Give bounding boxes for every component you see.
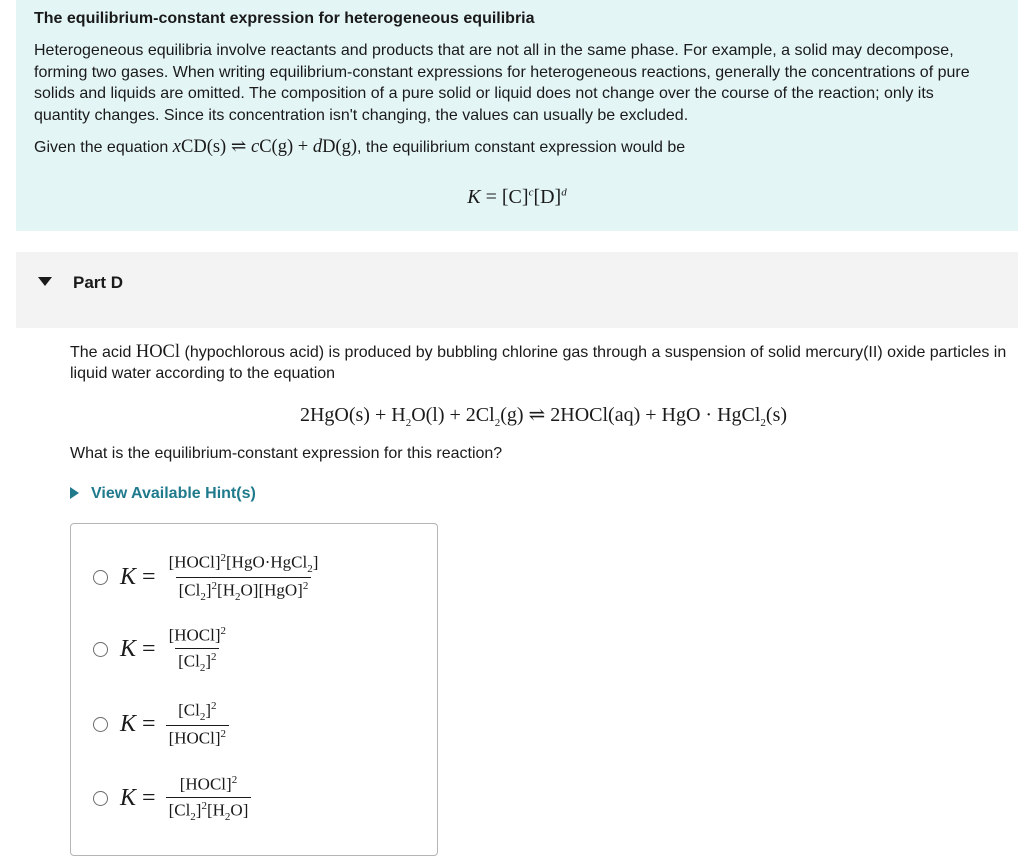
answer-choices xyxy=(70,523,438,856)
radio-button[interactable] xyxy=(93,642,108,657)
answer-option-3[interactable]: K = $\frac{[Cl_2]^2}{[HOCl]^2}$ xyxy=(93,700,229,749)
intro-panel xyxy=(16,0,1018,231)
question-text xyxy=(70,342,1015,384)
answer-option-1[interactable]: K = $\frac{[HOCl]^2[HgO\cdot HgCl_2]}{[Cl_2]^2[H_2O][HgO]^2}$ xyxy=(93,552,321,603)
fraction: $\frac{[HOCl]^2}{[Cl_2]^2[H_2O]}$ xyxy=(166,774,252,823)
answer-option-2[interactable]: K = $\frac{[HOCl]^2}{[Cl_2]^2}$ xyxy=(93,625,229,674)
view-hints-link[interactable] xyxy=(70,485,256,503)
acid-formula: HOCl xyxy=(135,342,181,362)
fraction: $\frac{[Cl_2]^2}{[HOCl]^2}$ xyxy=(166,700,229,749)
intro-body: Heterogeneous equilibria involve reactants and products that are not all in the same phase. For example, a solid may decompose, forming two gases. When writing equilibrium-constant expressions for heterogeneous reactions, generally the concentrations of pure solids and liquids are omitted. The composition of a pure solid or liquid does not change over the course of the reaction; only its quantity changes. Since its concentration isn't changing, the values can usually be excluded. xyxy=(34,42,970,124)
given-suffix: , the equilibrium constant expression would be xyxy=(357,139,686,156)
question-text-after: (hypochlorous acid) is produced by bubbling chlorine gas through a suspension of solid mercury(II) oxide particles in liquid water according to the equation xyxy=(70,344,1007,382)
reaction-equation: $2HgO(s) + H_2O(l) + 2Cl_2(g)$ ⇌ 2HOCl(aq) + HgO · HgCl$_2$(s) xyxy=(299,404,788,429)
radio-button[interactable] xyxy=(93,791,108,806)
hint-label: View Available Hint(s) xyxy=(91,485,256,502)
general-equation: xCD(s) ⇌ cC(g) + dD(g) xyxy=(172,137,357,157)
radio-button[interactable] xyxy=(93,570,108,585)
question-prompt: What is the equilibrium-constant expression for this reaction? xyxy=(70,445,503,462)
collapse-caret-icon[interactable] xyxy=(38,277,52,286)
expand-triangle-icon xyxy=(70,487,79,499)
question-text-before: The acid xyxy=(70,344,132,361)
part-d-header[interactable] xyxy=(16,252,1018,328)
given-prefix: Given the equation xyxy=(34,139,169,156)
part-label: Part D xyxy=(73,273,124,292)
intro-given-equation xyxy=(34,137,1000,158)
answer-option-4[interactable]: K = $\frac{[HOCl]^2}{[Cl_2]^2[H_2O]}$ xyxy=(93,774,251,823)
intro-title: The equilibrium-constant expression for heterogeneous equilibria xyxy=(34,10,535,27)
fraction: $\frac{[HOCl]^2[HgO\cdot HgCl_2]}{[Cl_2]^2[H_2O][HgO]^2}$ xyxy=(168,552,319,604)
general-k-expression: $K = [C]^c[D]^d$ xyxy=(467,186,567,208)
radio-button[interactable] xyxy=(93,717,108,732)
fraction: $\frac{[HOCl]^2}{[Cl_2]^2}$ xyxy=(168,625,227,674)
